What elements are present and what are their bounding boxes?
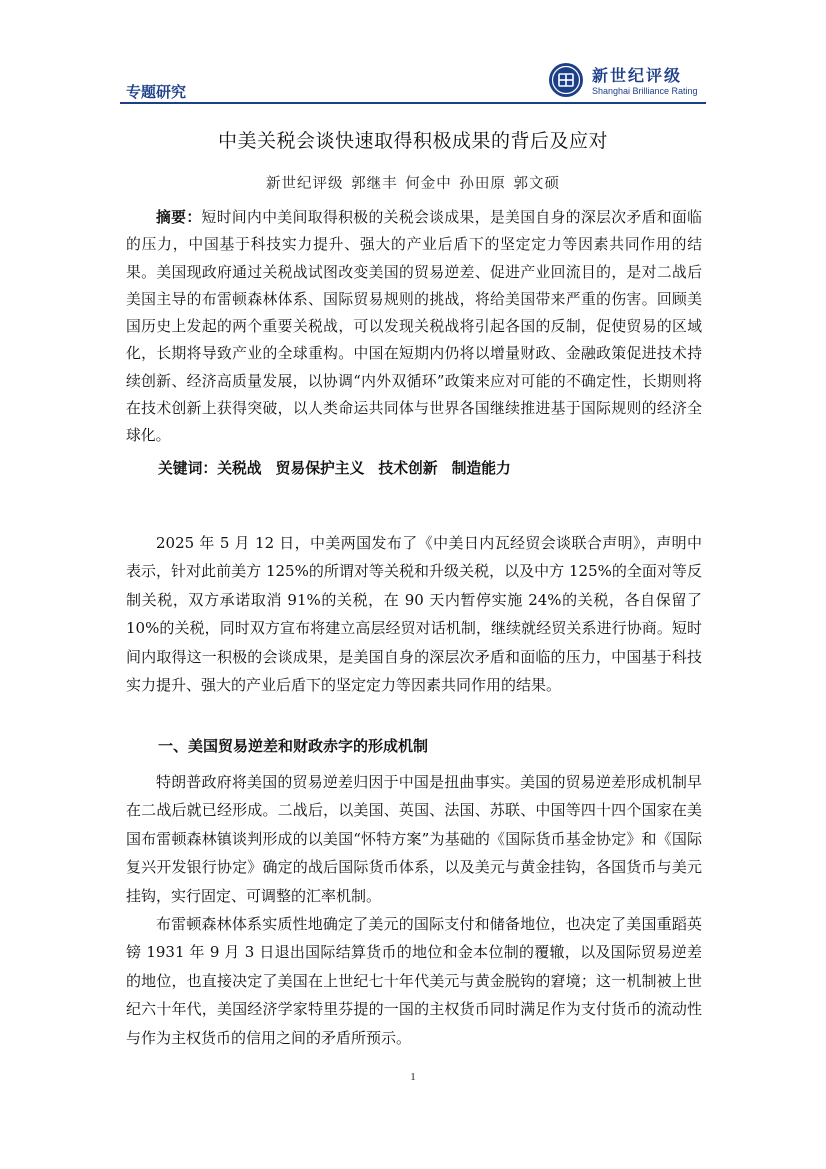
logo-english-name: Shanghai Brilliance Rating [592,86,698,96]
keywords-label: 关键词： [158,460,218,477]
keyword: 技术创新 [378,460,438,477]
abstract-label: 摘要： [156,209,202,226]
document-title: 中美关税会谈快速取得积极成果的背后及应对 [217,130,608,152]
author-line: 新世纪评级 郭继丰 何金中 孙田原 郭文硕 [266,176,560,192]
body-paragraph: 布雷顿森林体系实质性地确定了美元的国际支付和储备地位，也决定了美国重蹈英镑 1931 年 9 月 3 日退出国际结算货币的地位和金本位制的覆辙，以及国际贸易逆差的地位，也直接决定了美国在上世纪七十年代美元与黄金脱钩的窘境；这一机制被上世纪六十年代，美国经济学家特里芬提的一国的主权货币同时满足作为支付货币的流动性与作为主权货币的信用之间的矛盾所预示。 [126,915,702,1047]
keyword: 贸易保护主义 [275,460,365,477]
body-paragraph: 特朗普政府将美国的贸易逆差归因于中国是扭曲事实。美国的贸易逆差形成机制早在二战后就已经形成。二战后，以美国、英国、法国、苏联、中国等四十四个国家在美国布雷顿森林镇谈判形成的以美国“怀特方案”为基础的《国际货币基金协定》和《国际复兴开发银行协定》确定的战后国际货币体系，以及美元与黄金挂钩，各国货币与美元挂钩，实行固定、可调整的汇率机制。 [126,773,702,905]
section-heading: 一、美国贸易逆差和财政赤字的形成机制 [158,737,429,755]
keywords-line [158,457,525,478]
keyword: 关税战 [217,460,262,477]
logo-emblem-icon [548,62,584,98]
page-number: 1 [410,1071,416,1083]
abstract-text: 短时间内中美间取得积极的关税会谈成果，是美国自身的深层次矛盾和面临的压力，中国基于科技实力提升、强大的产业后盾下的坚定定力等因素共同作用的结果。美国现政府通过关税战试图改变美国的贸易逆差、促进产业回流目的，是对二战后美国主导的布雷顿森林体系、国际贸易规则的挑战，将给美国带来严重的伤害。回顾美国历史上发起的两个重要关税战，可以发现关税战将引起各国的反制，促使贸易的区域化，长期将导致产业的全球重构。中国在短期内仍将以增量财政、金融政策促进技术持续创新、经济高质量发展，以协调“内外双循环”政策来应对可能的不确定性，长期则将在技术创新上获得突破，以人类命运共同体与世界各国继续推进基于国际规则的经济全球化。 [126,209,702,445]
header-section-label: 专题研究 [126,83,187,101]
company-logo [548,62,708,102]
keyword: 制造能力 [451,460,511,477]
intro-paragraph: 2025 年 5 月 12 日，中美两国发布了《中美日内瓦经贸会谈联合声明》，声明中表示，针对此前美方 125%的所谓对等关税和升级关税，以及中方 125%的全面对等反制关税，双方承诺取消 91%的关税，在 90 天内暂停实施 24%的关税，各自保留了 10%的关税，同时双方宣布将建立高层经贸对话机制，继续就经贸关系进行协商。短时间内取得这一积极的会谈成果，是美国自身的深层次矛盾和面临的压力，中国基于科技实力提升、强大的产业后盾下的坚定定力等因素共同作用的结果。 [126,534,702,695]
header-rule [120,102,706,104]
logo-chinese-name: 新世纪评级 [592,66,683,85]
abstract [126,204,702,450]
